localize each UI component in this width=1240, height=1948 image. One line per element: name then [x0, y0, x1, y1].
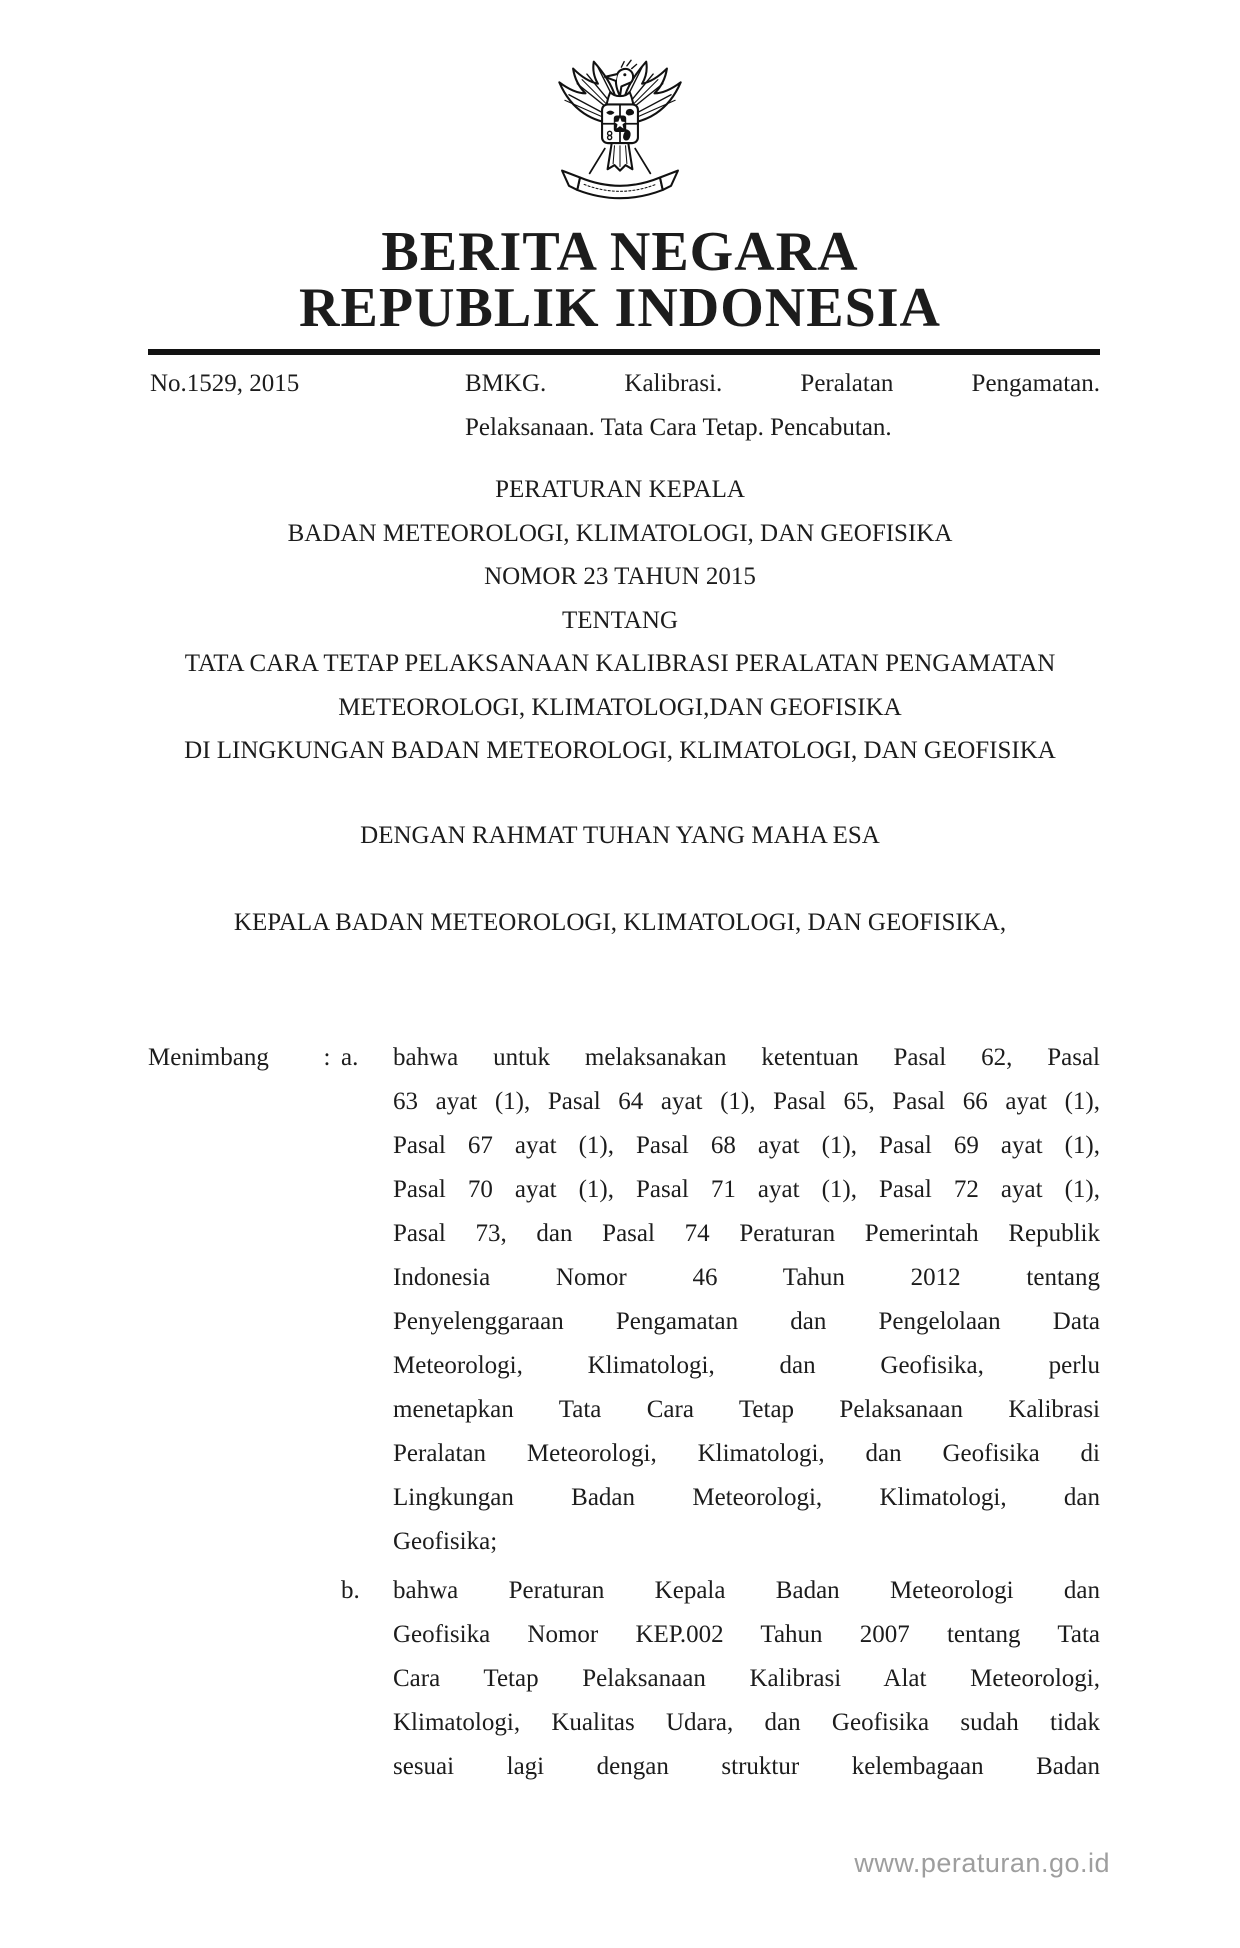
- invocation-line: DENGAN RAHMAT TUHAN YANG MAHA ESA: [360, 822, 880, 849]
- text-line: Pasal 70 ayat (1), Pasal 71 ayat (1), Pasal 72 ayat (1),: [393, 1176, 1100, 1203]
- text-line: Geofisika Nomor KEP.002 Tahun 2007 tentang Tata: [393, 1621, 1100, 1648]
- considering-colon: :: [323, 1044, 331, 1071]
- masthead-title: [0, 221, 1240, 339]
- garuda-icon: [544, 52, 696, 212]
- gazette-number: No.1529, 2015: [150, 370, 300, 397]
- text-line: Penyelenggaraan Pengamatan dan Pengelolaan Data: [393, 1308, 1100, 1335]
- text-line: BMKG. Kalibrasi. Peralatan Pengamatan.: [465, 370, 1100, 397]
- text-line: TATA CARA TETAP PELAKSANAAN KALIBRASI PERALATAN PENGAMATAN: [184, 650, 1056, 677]
- item-marker-a: a.: [341, 1044, 359, 1071]
- masthead-row: [150, 362, 1100, 450]
- item-marker-b: b.: [341, 1577, 360, 1604]
- considering-section: [148, 1036, 1100, 1789]
- masthead-title-line2: REPUBLIK INDONESIA: [299, 277, 941, 339]
- text-line: Pelaksanaan. Tata Cara Tetap. Pencabutan.: [465, 414, 892, 441]
- text-line: Indonesia Nomor 46 Tahun 2012 tentang: [393, 1264, 1100, 1291]
- masthead-divider: [148, 349, 1100, 355]
- text-line: sesuai lagi dengan struktur kelembagaan Badan: [393, 1753, 1100, 1780]
- text-line: DI LINGKUNGAN BADAN METEOROLOGI, KLIMATOLOGI, DAN GEOFISIKA: [184, 737, 1056, 764]
- subject-catchwords: [465, 362, 1100, 450]
- text-line: 63 ayat (1), Pasal 64 ayat (1), Pasal 65, Pasal 66 ayat (1),: [393, 1088, 1100, 1115]
- item-text-b: [393, 1569, 1100, 1789]
- text-line: TENTANG: [561, 606, 679, 634]
- text-line: Peralatan Meteorologi, Klimatologi, dan Geofisika di: [393, 1440, 1100, 1467]
- considering-item-b: [148, 1569, 1100, 1789]
- text-line: NOMOR 23 TAHUN 2015: [484, 563, 756, 590]
- text-line: Pasal 67 ayat (1), Pasal 68 ayat (1), Pasal 69 ayat (1),: [393, 1132, 1100, 1159]
- text-line: Pasal 73, dan Pasal 74 Peraturan Pemerintah Republik: [393, 1220, 1100, 1247]
- item-text-a: [393, 1036, 1100, 1564]
- regulation-heading: [140, 468, 1100, 773]
- text-line: bahwa untuk melaksanakan ketentuan Pasal 62, Pasal: [393, 1044, 1100, 1071]
- considering-item-a: [148, 1036, 1100, 1564]
- text-line: BADAN METEOROLOGI, KLIMATOLOGI, DAN GEOFISIKA: [287, 519, 953, 547]
- text-line: Cara Tetap Pelaksanaan Kalibrasi Alat Meteorologi,: [393, 1665, 1100, 1692]
- text-line: bahwa Peraturan Kepala Badan Meteorologi dan: [393, 1577, 1100, 1604]
- text-line: METEOROLOGI, KLIMATOLOGI,DAN GEOFISIKA: [338, 693, 902, 721]
- official-line: KEPALA BADAN METEOROLOGI, KLIMATOLOGI, DAN GEOFISIKA,: [233, 909, 1007, 936]
- considering-label: Menimbang: [148, 1044, 269, 1071]
- text-line: Klimatologi, Kualitas Udara, dan Geofisika sudah tidak: [393, 1709, 1100, 1736]
- text-line: Lingkungan Badan Meteorologi, Klimatologi, dan: [393, 1484, 1100, 1511]
- masthead-title-line1: BERITA NEGARA: [381, 221, 859, 283]
- text-line: Meteorologi, Klimatologi, dan Geofisika, perlu: [393, 1352, 1100, 1379]
- watermark-url: www.peraturan.go.id: [854, 1848, 1110, 1878]
- text-line: PERATURAN KEPALA: [495, 476, 745, 503]
- text-line: menetapkan Tata Cara Tetap Pelaksanaan Kalibrasi: [393, 1396, 1100, 1423]
- garuda-pancasila-emblem: [544, 52, 696, 212]
- text-line: Geofisika;: [393, 1528, 498, 1555]
